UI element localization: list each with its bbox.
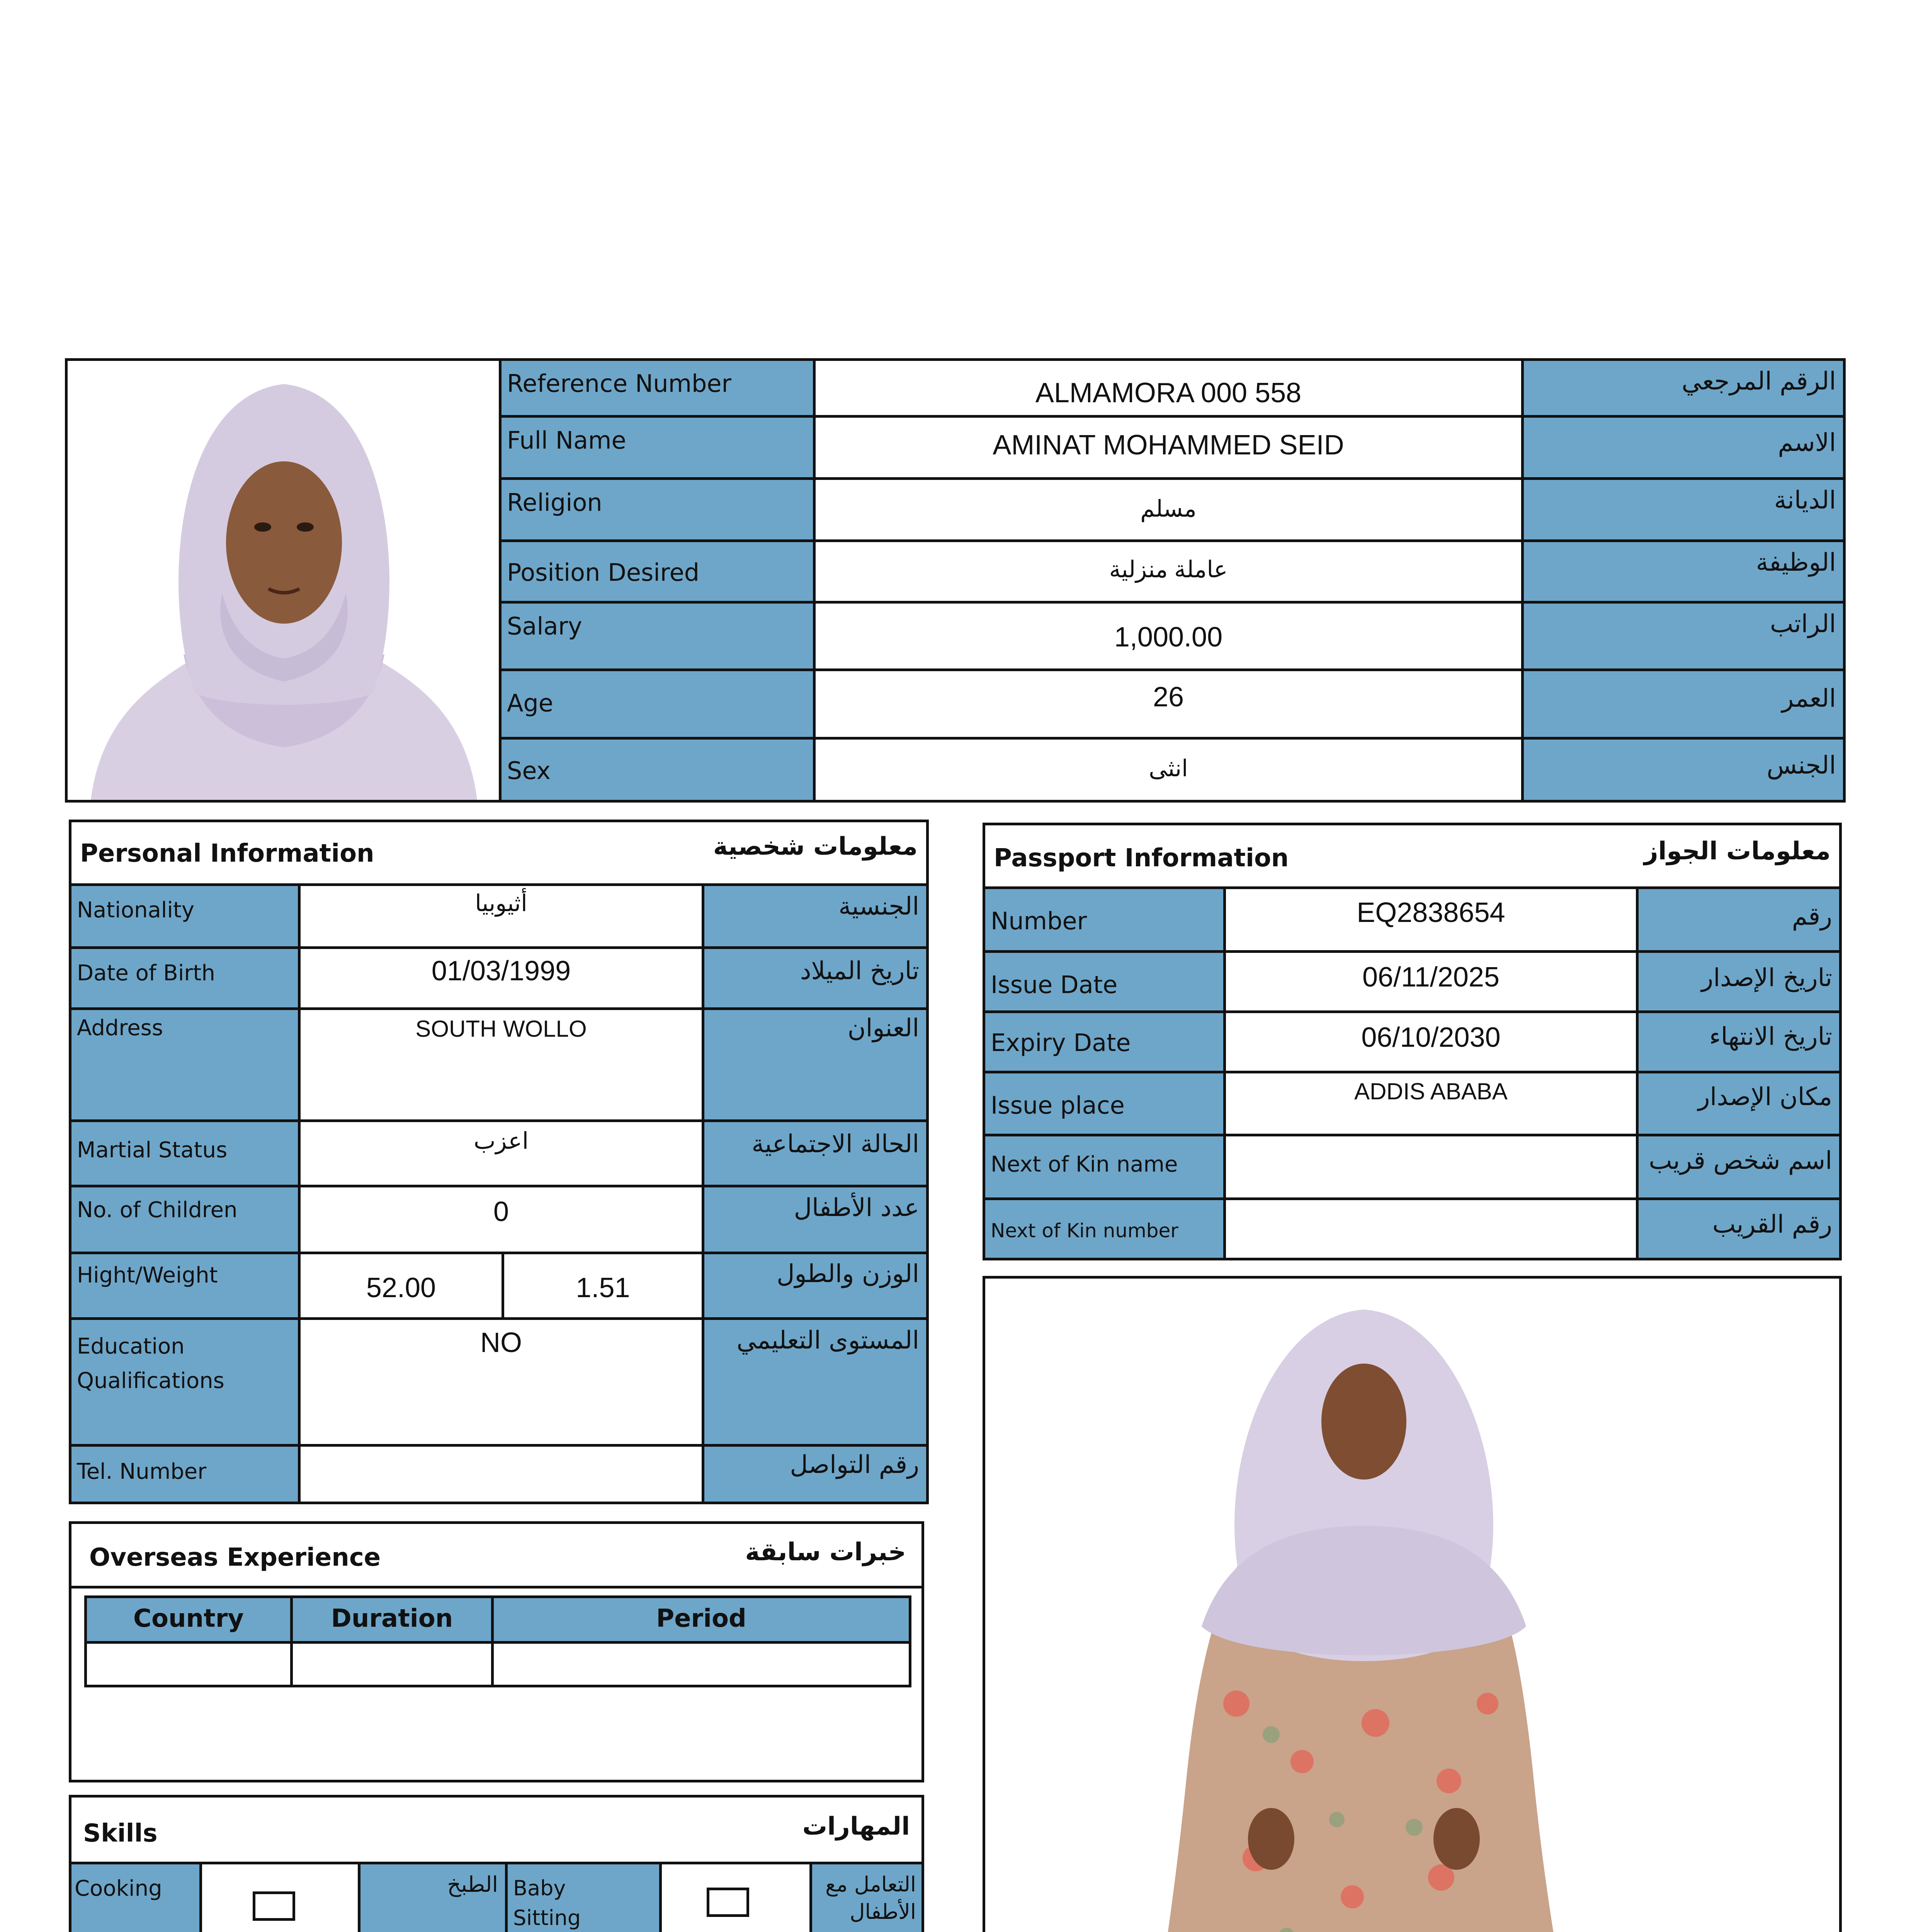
skills-title: Skills [83,1819,158,1848]
address-ar: العنوان [702,1007,929,1122]
skills-header [69,1795,924,1864]
education-ar: المستوى التعليمي [702,1317,929,1447]
kin-number-label: Next of Kin number [983,1197,1226,1260]
kin-name-value [1223,1134,1639,1200]
height-value: 52.00 [298,1252,504,1320]
reference-number-ar: الرقم المرجعي [1521,358,1846,418]
experience-empty-cell-3 [491,1641,911,1687]
nationality-label: Nationality [69,883,301,949]
sex-value: انثى [813,737,1524,803]
children-ar: عدد الأطفال [702,1185,929,1254]
sex-ar: الجنس [1521,737,1846,803]
col-country: Country [84,1595,293,1644]
age-value: 26 [813,668,1524,740]
kin-name-label: Next of Kin name [983,1134,1226,1200]
salary-label: Salary [499,601,816,671]
salary-ar: الراتب [1521,601,1846,671]
issue-place-ar: مكان الإصدار [1636,1071,1842,1136]
religion-value: مسلم [813,477,1524,542]
portrait-photo-frame [65,358,502,803]
passport-info-header [983,823,1842,889]
tel-label: Tel. Number [69,1444,301,1504]
overseas-experience-title: Overseas Experience [89,1543,381,1572]
overseas-divider [71,1586,921,1588]
skill-cooking-label: Cooking [69,1862,202,1932]
sex-label: Sex [499,737,816,803]
passport-number-label: Number [983,886,1226,953]
col-period: Period [491,1595,911,1644]
position-ar: الوظيفة [1521,539,1846,604]
tel-value [298,1444,704,1504]
skills-title-ar: المهارات [802,1812,910,1841]
experience-empty-cell-1 [84,1641,293,1687]
age-ar: العمر [1521,668,1846,740]
full-name-label: Full Name [499,415,816,480]
tel-ar: رقم التواصل [702,1444,929,1504]
position-label: Position Desired [499,539,816,604]
full-name-value: AMINAT MOHAMMED SEID [813,415,1524,480]
skill-cooking-ar: الطبخ [358,1862,508,1932]
full-body-photo-frame [983,1276,1842,1932]
hw-label: Hight/Weight [69,1252,301,1320]
kin-number-value [1223,1197,1639,1260]
personal-info-title-ar: معلومات شخصية [713,832,918,861]
baby-sitting-checkbox[interactable] [707,1888,749,1917]
issue-place-label: Issue place [983,1071,1226,1136]
dob-value: 01/03/1999 [298,946,704,1010]
marital-label: Martial Status [69,1119,301,1187]
skill-baby-ar: التعامل مع الأطفال [809,1862,924,1932]
expiry-date-label: Expiry Date [983,1010,1226,1073]
passport-number-value: EQ2838654 [1223,886,1639,953]
nationality-value: أثيوبيا [298,883,704,949]
expiry-date-value: 06/10/2030 [1223,1010,1639,1073]
expiry-date-ar: تاريخ الانتهاء [1636,1010,1842,1073]
dob-label: Date of Birth [69,946,301,1010]
reference-number-label: Reference Number [499,358,816,418]
religion-label: Religion [499,477,816,542]
portrait-photo [68,361,499,800]
passport-info-title: Passport Information [994,844,1289,872]
full-body-photo [985,1279,1839,1932]
hw-ar: الوزن والطول [702,1252,929,1320]
weight-value: 1.51 [502,1252,704,1320]
address-label: Address [69,1007,301,1122]
reference-number-value: ALMAMORA 000 558 [813,358,1524,418]
children-label: No. of Children [69,1185,301,1254]
age-label: Age [499,668,816,740]
address-value: SOUTH WOLLO [298,1007,704,1122]
education-label: Education Qualifications [69,1317,301,1447]
issue-date-value: 06/11/2025 [1223,950,1639,1013]
personal-info-title: Personal Information [80,839,374,868]
experience-empty-cell-2 [290,1641,494,1687]
issue-place-value: ADDIS ABABA [1223,1071,1639,1136]
col-duration: Duration [290,1595,494,1644]
personal-info-header [69,820,929,886]
kin-number-ar: رقم القريب [1636,1197,1842,1260]
religion-ar: الديانة [1521,477,1846,542]
position-value: عاملة منزلية [813,539,1524,604]
education-value: NO [298,1317,704,1447]
dob-ar: تاريخ الميلاد [702,946,929,1010]
overseas-experience-title-ar: خبرات سابقة [745,1538,906,1566]
issue-date-ar: تاريخ الإصدار [1636,950,1842,1013]
salary-value: 1,000.00 [813,601,1524,671]
skill-baby-label: Baby Sitting [505,1862,662,1932]
cooking-checkbox[interactable] [253,1891,295,1921]
children-value: 0 [298,1185,704,1254]
nationality-ar: الجنسية [702,883,929,949]
marital-ar: الحالة الاجتماعية [702,1119,929,1187]
passport-info-title-ar: معلومات الجواز [1644,837,1831,866]
passport-number-ar: رقم [1636,886,1842,953]
marital-value: اعزب [298,1119,704,1187]
issue-date-label: Issue Date [983,950,1226,1013]
kin-name-ar: اسم شخص قريب [1636,1134,1842,1200]
full-name-ar: الاسم [1521,415,1846,480]
